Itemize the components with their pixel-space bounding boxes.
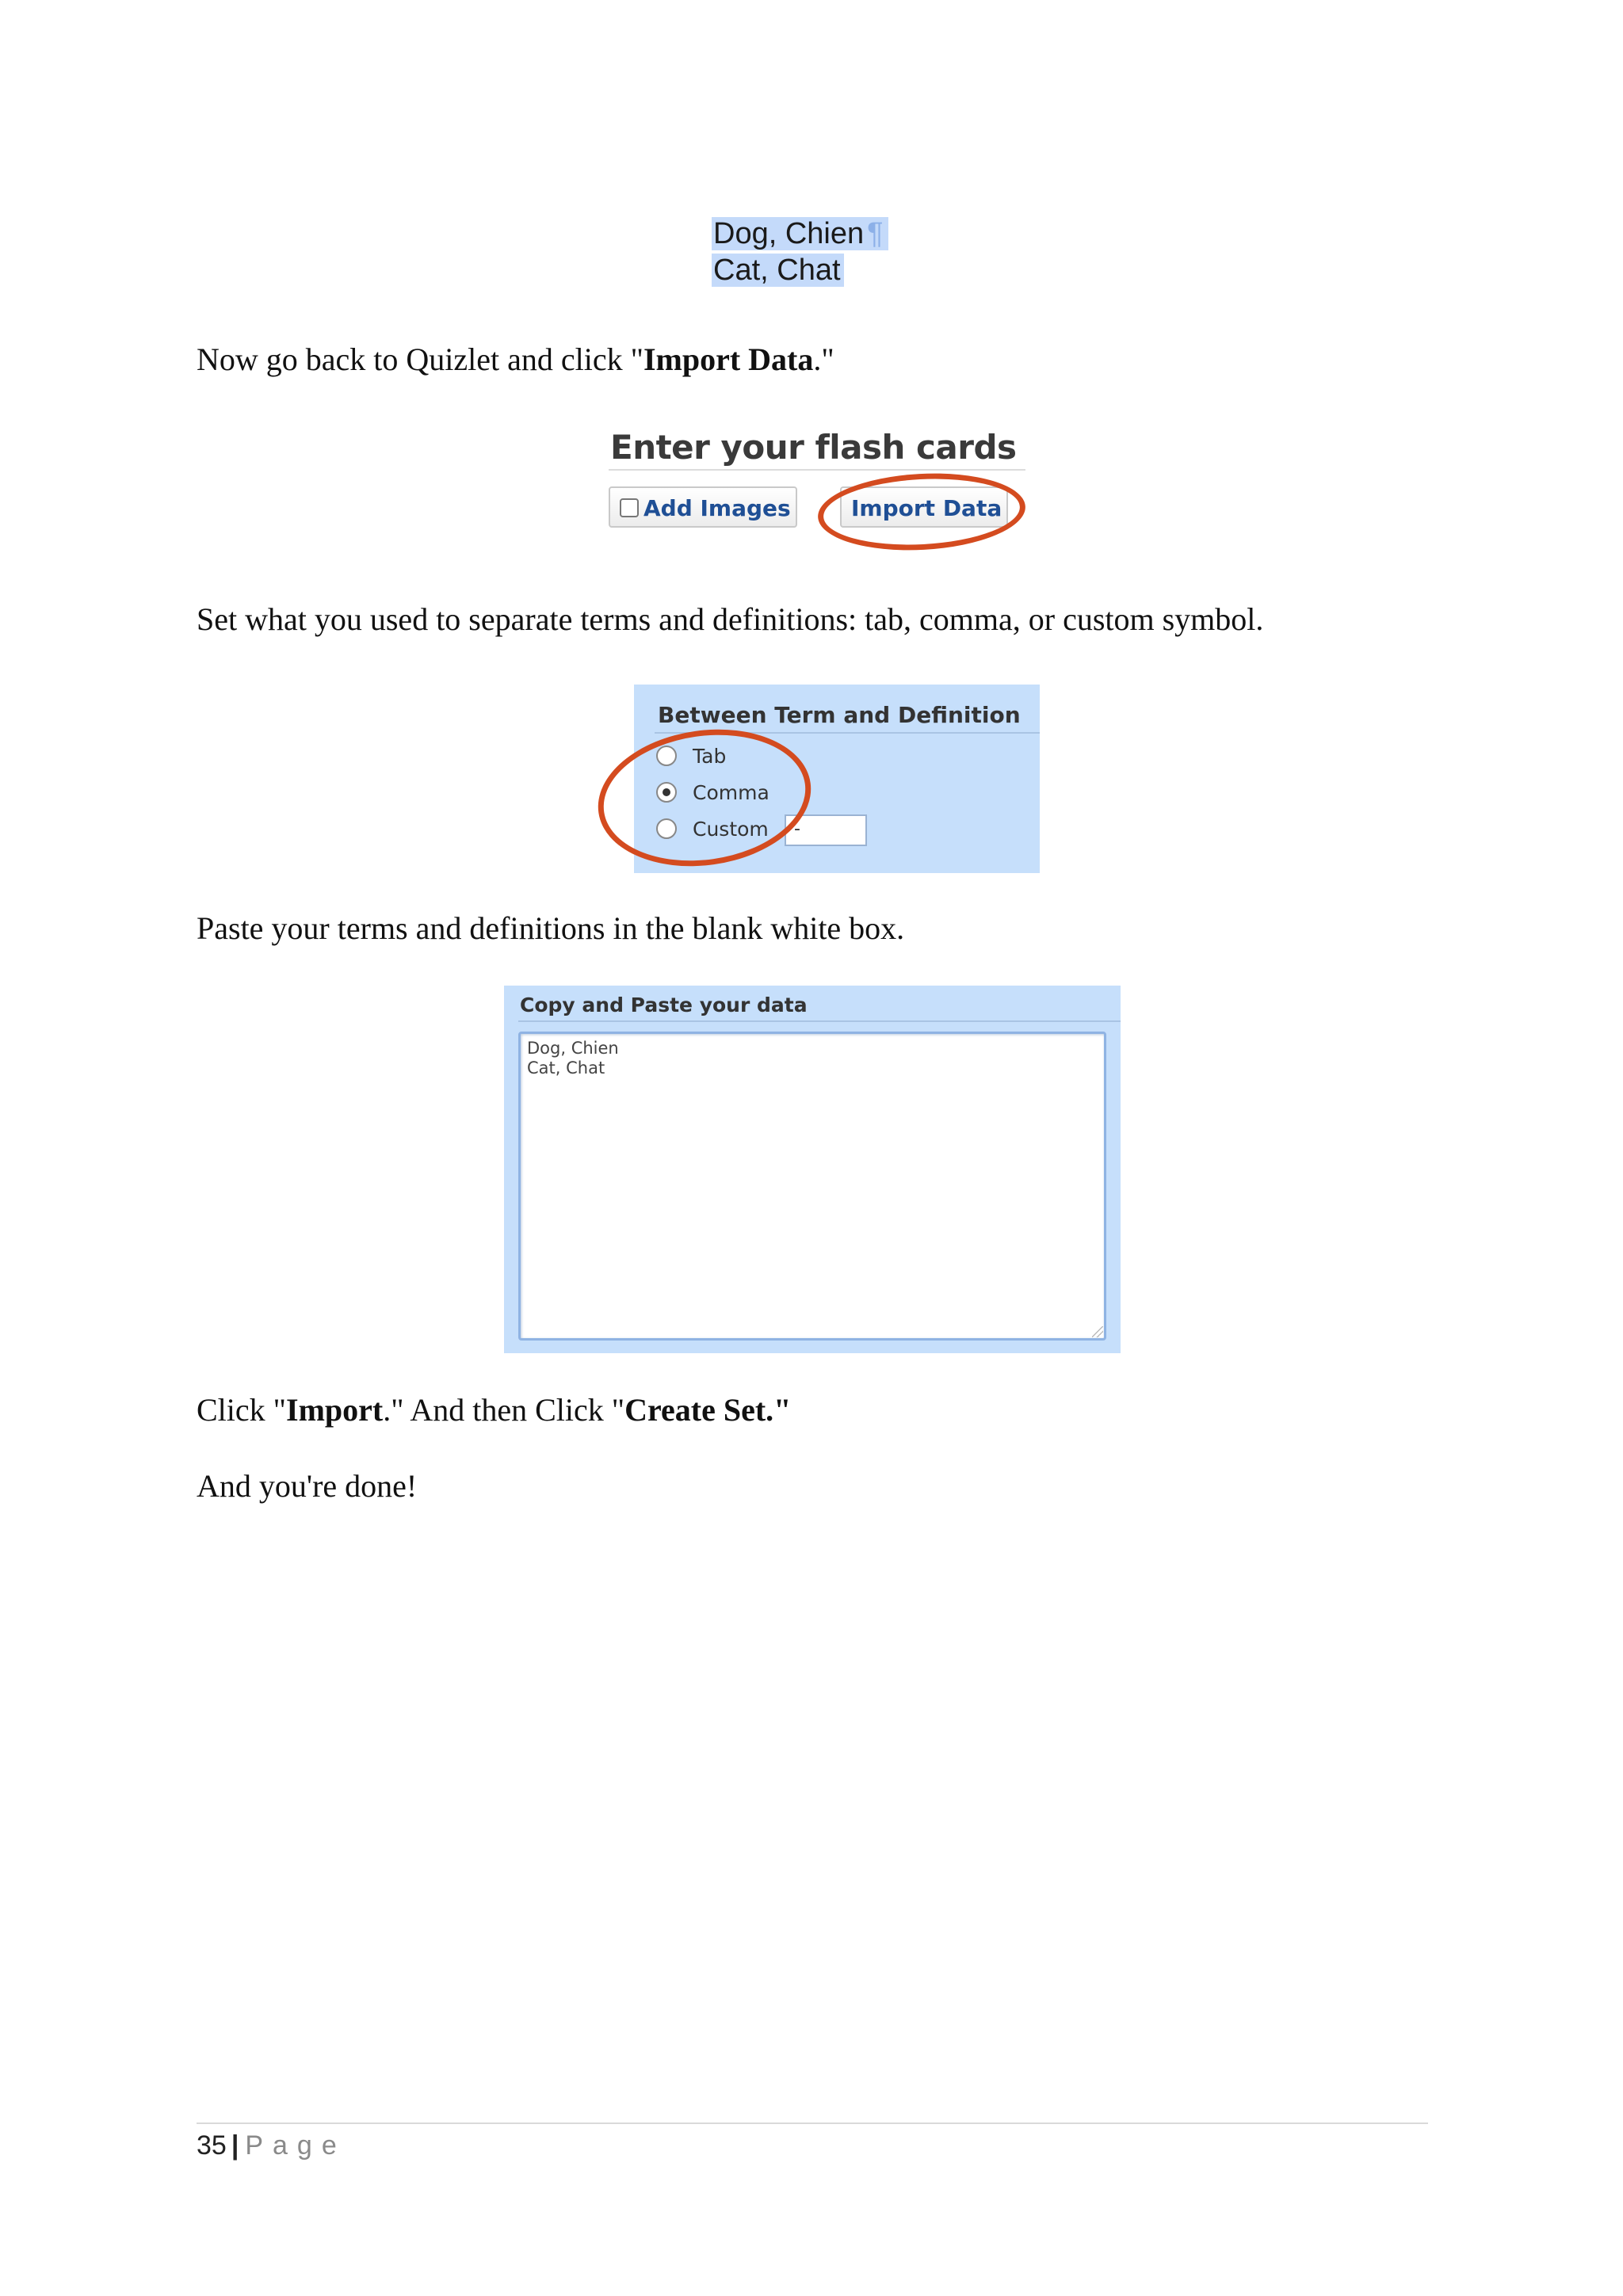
custom-separator-input[interactable]: - — [785, 814, 867, 846]
instruction-paste: Paste your terms and definitions in the blank white box. — [197, 910, 905, 946]
radio-option-comma[interactable]: Comma — [656, 781, 769, 804]
snippet-line: Cat, Chat — [712, 252, 888, 288]
divider — [609, 469, 1025, 471]
instruction-import-create: Click "Import." And then Click "Create Set." — [197, 1392, 792, 1428]
page-label: Page — [245, 2130, 346, 2161]
checkbox-icon[interactable] — [620, 498, 639, 517]
paste-panel-title: Copy and Paste your data — [520, 994, 808, 1016]
instruction-separator: Set what you used to separate terms and definitions: tab, comma, or custom symbol. — [197, 601, 1264, 637]
add-images-button[interactable]: Add Images — [609, 486, 797, 528]
flash-cards-title: Enter your flash cards — [610, 428, 1017, 467]
annotation-circle — [589, 716, 819, 879]
footer-divider — [197, 2122, 1428, 2124]
resize-grip-icon[interactable] — [1092, 1326, 1103, 1337]
separator-panel-title: Between Term and Definition — [658, 702, 1021, 728]
annotation-circle — [816, 468, 1028, 555]
page-number: 35 — [197, 2130, 227, 2161]
separator-options-screenshot — [634, 685, 1040, 873]
footer-separator: | — [231, 2130, 239, 2161]
highlighted-text-snippet — [712, 215, 888, 288]
divider — [518, 1020, 1121, 1022]
flash-cards-screenshot — [604, 420, 1032, 570]
instruction-import-data: Now go back to Quizlet and click "Import Data." — [197, 341, 834, 377]
import-data-button[interactable]: Import Data — [840, 486, 1008, 528]
page-footer — [197, 2130, 346, 2161]
radio-option-tab[interactable]: Tab — [656, 745, 726, 768]
paste-data-textarea[interactable]: Dog, Chien Cat, Chat — [518, 1032, 1106, 1341]
snippet-line: Dog, Chien ¶ — [712, 215, 888, 252]
paste-data-screenshot — [504, 986, 1121, 1353]
closing-text: And you're done! — [197, 1468, 418, 1504]
pilcrow-mark: ¶ — [867, 217, 888, 250]
radio-option-custom[interactable]: Custom — [656, 818, 769, 841]
